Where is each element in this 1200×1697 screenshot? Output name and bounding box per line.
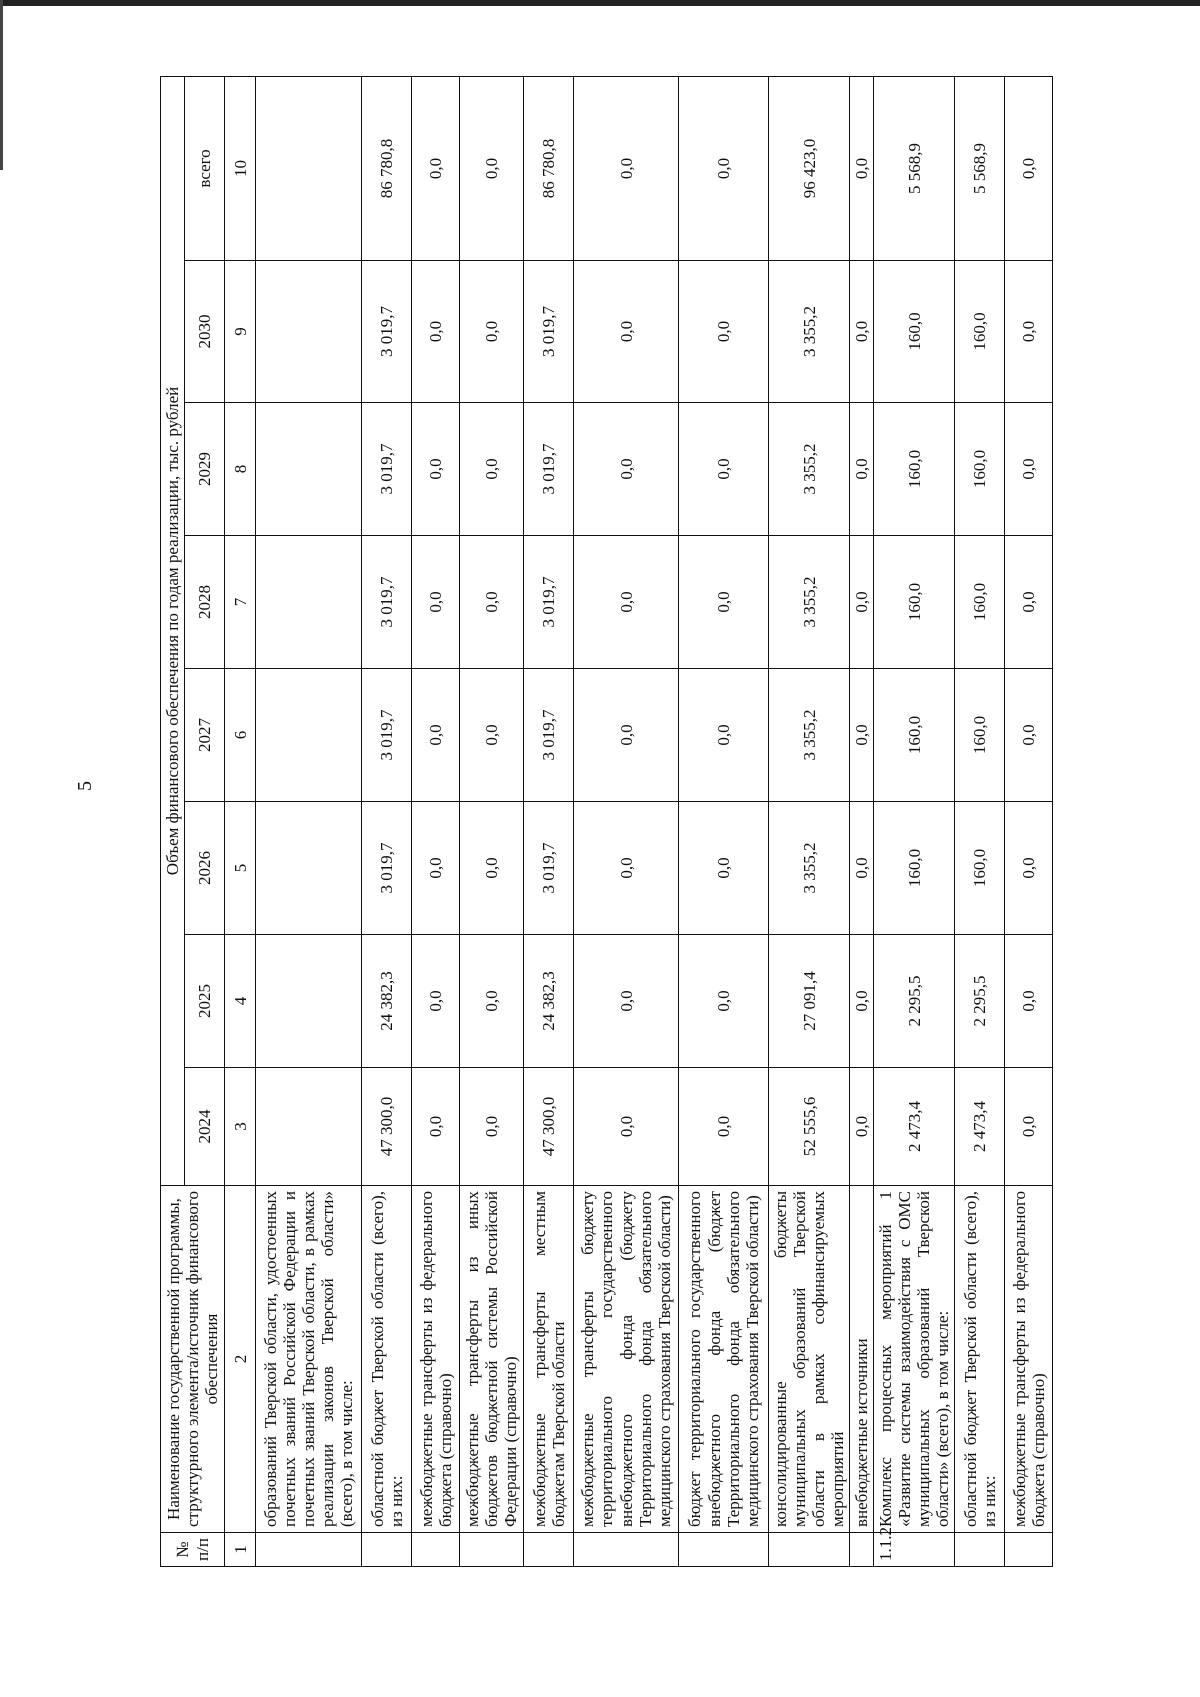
scan-top-edge [0, 0, 1200, 6]
value-cell: 0,0 [1005, 536, 1053, 669]
header-year-2026: 2026 [185, 802, 225, 935]
row-name: Комплекс процессных мероприятий 1 «Развитие системы взаимодействия с ОМС муниципальных образований Тверской области» (всего), в том числе: [874, 1186, 955, 1533]
row-name: областной бюджет Тверской области (всего), из них: [955, 1186, 1005, 1533]
value-cell: 3 019,7 [362, 669, 412, 802]
value-cell: 3 019,7 [524, 802, 574, 935]
column-number: 5 [225, 802, 256, 935]
page-number: 5 [74, 781, 96, 791]
header-year-2024: 2024 [185, 1068, 225, 1186]
value-cell: 3 019,7 [362, 403, 412, 536]
table-row [850, 76, 874, 1566]
value-cell: 5 568,9 [874, 76, 955, 260]
row-index [412, 1533, 460, 1567]
value-cell: 0,0 [1005, 403, 1053, 536]
header-total: всего [185, 76, 225, 260]
value-cell: 0,0 [679, 536, 769, 669]
header-year-2028: 2028 [185, 536, 225, 669]
value-cell: 0,0 [850, 403, 874, 536]
table-row [769, 76, 850, 1566]
value-cell: 47 300,0 [362, 1068, 412, 1186]
value-cell: 0,0 [574, 1068, 679, 1186]
value-cell: 160,0 [955, 403, 1005, 536]
column-number: 8 [225, 403, 256, 536]
row-name: межбюджетные трансферты из федерального бюджета (справочно) [1005, 1186, 1053, 1533]
value-cell [256, 802, 362, 935]
row-name: межбюджетные трансферты из иных бюджетов бюджетной системы Российской Федерации (справочно) [460, 1186, 524, 1533]
column-number: 10 [225, 76, 256, 260]
value-cell: 0,0 [850, 76, 874, 260]
column-number: 4 [225, 935, 256, 1068]
value-cell: 0,0 [412, 669, 460, 802]
value-cell [256, 403, 362, 536]
row-index [769, 1533, 850, 1567]
header-volume: Объем финансового обеспечения по годам реализации, тыс. рублей [161, 76, 185, 1185]
value-cell: 0,0 [412, 76, 460, 260]
value-cell: 0,0 [574, 935, 679, 1068]
row-name: межбюджетные трансферты местным бюджетам Тверской области [524, 1186, 574, 1533]
row-name: консолидированные бюджеты муниципальных образований Тверской области в рамках софинансируемых мероприятий [769, 1186, 850, 1533]
header-year-2030: 2030 [185, 261, 225, 403]
value-cell: 0,0 [574, 261, 679, 403]
row-index: 1.1.2 [874, 1533, 955, 1567]
row-name: областной бюджет Тверской области (всего), из них: [362, 1186, 412, 1533]
value-cell: 3 355,2 [769, 536, 850, 669]
value-cell: 0,0 [1005, 802, 1053, 935]
value-cell: 160,0 [955, 261, 1005, 403]
value-cell: 160,0 [955, 536, 1005, 669]
value-cell: 5 568,9 [955, 76, 1005, 260]
value-cell: 160,0 [955, 802, 1005, 935]
value-cell: 0,0 [412, 261, 460, 403]
value-cell [256, 1068, 362, 1186]
value-cell: 0,0 [574, 536, 679, 669]
value-cell: 2 295,5 [874, 935, 955, 1068]
value-cell: 0,0 [1005, 669, 1053, 802]
value-cell: 0,0 [460, 76, 524, 260]
row-name: внебюджетные источники [850, 1186, 874, 1533]
value-cell: 0,0 [574, 76, 679, 260]
value-cell: 0,0 [679, 802, 769, 935]
table-row [412, 76, 460, 1566]
table-row [874, 76, 955, 1566]
table-row [362, 76, 412, 1566]
value-cell: 0,0 [412, 403, 460, 536]
value-cell: 0,0 [850, 1068, 874, 1186]
row-index [256, 1533, 362, 1567]
row-index [574, 1533, 679, 1567]
table-row [574, 76, 679, 1566]
column-number: 6 [225, 669, 256, 802]
value-cell: 2 473,4 [955, 1068, 1005, 1186]
header-no: № п/п [161, 1533, 225, 1567]
value-cell [256, 536, 362, 669]
value-cell: 0,0 [1005, 261, 1053, 403]
value-cell: 24 382,3 [524, 935, 574, 1068]
value-cell: 0,0 [412, 802, 460, 935]
value-cell: 47 300,0 [524, 1068, 574, 1186]
value-cell: 2 295,5 [955, 935, 1005, 1068]
value-cell: 0,0 [1005, 1068, 1053, 1186]
value-cell: 0,0 [679, 669, 769, 802]
value-cell: 86 780,8 [362, 76, 412, 260]
value-cell: 0,0 [679, 76, 769, 260]
value-cell [256, 935, 362, 1068]
value-cell: 0,0 [679, 1068, 769, 1186]
row-index [679, 1533, 769, 1567]
value-cell: 0,0 [850, 536, 874, 669]
value-cell: 86 780,8 [524, 76, 574, 260]
value-cell: 0,0 [412, 935, 460, 1068]
value-cell: 3 019,7 [362, 261, 412, 403]
value-cell: 27 091,4 [769, 935, 850, 1068]
value-cell: 3 355,2 [769, 403, 850, 536]
row-index [1005, 1533, 1053, 1567]
header-year-2027: 2027 [185, 669, 225, 802]
value-cell: 0,0 [850, 935, 874, 1068]
value-cell: 0,0 [1005, 76, 1053, 260]
table-row [955, 76, 1005, 1566]
value-cell: 3 355,2 [769, 802, 850, 935]
value-cell: 2 473,4 [874, 1068, 955, 1186]
value-cell [256, 261, 362, 403]
row-index [524, 1533, 574, 1567]
value-cell: 160,0 [874, 403, 955, 536]
financing-table [160, 76, 1053, 1567]
column-number: 1 [225, 1533, 256, 1567]
value-cell: 0,0 [679, 261, 769, 403]
value-cell: 0,0 [574, 403, 679, 536]
table-body [256, 76, 1053, 1566]
value-cell: 3 355,2 [769, 669, 850, 802]
row-index [850, 1533, 874, 1567]
value-cell: 3 019,7 [362, 802, 412, 935]
row-index [955, 1533, 1005, 1567]
value-cell: 0,0 [460, 669, 524, 802]
value-cell: 160,0 [874, 261, 955, 403]
table-row [1005, 76, 1053, 1566]
table-row [460, 76, 524, 1566]
value-cell: 3 019,7 [362, 536, 412, 669]
value-cell: 0,0 [460, 403, 524, 536]
value-cell: 0,0 [412, 1068, 460, 1186]
value-cell: 0,0 [460, 261, 524, 403]
value-cell: 160,0 [955, 669, 1005, 802]
row-name: межбюджетные трансферты из федерального бюджета (справочно) [412, 1186, 460, 1533]
value-cell: 3 019,7 [524, 261, 574, 403]
value-cell: 3 355,2 [769, 261, 850, 403]
table-row [524, 76, 574, 1566]
table-row [256, 76, 362, 1566]
row-name: межбюджетные трансферты бюджету территориального государственного внебюджетного фонда (бюджету Территориального фонда обязательного медицинского страхования Тверской области) [574, 1186, 679, 1533]
row-name: образований Тверской области, удостоенных почетных званий Российской Федерации и почетных званий Тверской области, в рамках реализации законов Тверской области» (всего), в том числе: [256, 1186, 362, 1533]
rotated-page [74, 77, 1160, 1567]
row-index [362, 1533, 412, 1567]
column-number-row [225, 76, 256, 1566]
value-cell: 0,0 [850, 802, 874, 935]
value-cell: 160,0 [874, 669, 955, 802]
row-index [460, 1533, 524, 1567]
value-cell: 3 019,7 [524, 536, 574, 669]
column-number: 3 [225, 1068, 256, 1186]
value-cell: 160,0 [874, 536, 955, 669]
value-cell: 0,0 [460, 802, 524, 935]
value-cell: 3 019,7 [524, 669, 574, 802]
value-cell: 96 423,0 [769, 76, 850, 260]
value-cell: 0,0 [679, 403, 769, 536]
value-cell: 0,0 [850, 669, 874, 802]
value-cell: 0,0 [574, 802, 679, 935]
value-cell: 52 555,6 [769, 1068, 850, 1186]
value-cell: 0,0 [679, 935, 769, 1068]
value-cell: 0,0 [412, 536, 460, 669]
header-year-2025: 2025 [185, 935, 225, 1068]
value-cell: 0,0 [1005, 935, 1053, 1068]
value-cell: 0,0 [850, 261, 874, 403]
value-cell: 0,0 [574, 669, 679, 802]
column-number: 2 [225, 1186, 256, 1533]
scan-left-mark [0, 0, 3, 170]
column-number: 7 [225, 536, 256, 669]
value-cell: 160,0 [874, 802, 955, 935]
value-cell: 3 019,7 [524, 403, 574, 536]
header-row-1 [161, 76, 185, 1566]
header-name: Наименование государственной программы, структурного элемента/источник финансового обеспечения [161, 1186, 225, 1533]
value-cell: 0,0 [460, 536, 524, 669]
value-cell [256, 669, 362, 802]
value-cell: 24 382,3 [362, 935, 412, 1068]
value-cell: 0,0 [460, 935, 524, 1068]
table-row [679, 76, 769, 1566]
value-cell [256, 76, 362, 260]
header-year-2029: 2029 [185, 403, 225, 536]
value-cell: 0,0 [460, 1068, 524, 1186]
row-name: бюджет территориального государственного внебюджетного фонда (бюджет Территориального фонда обязательного медицинского страхования Тверской области) [679, 1186, 769, 1533]
column-number: 9 [225, 261, 256, 403]
